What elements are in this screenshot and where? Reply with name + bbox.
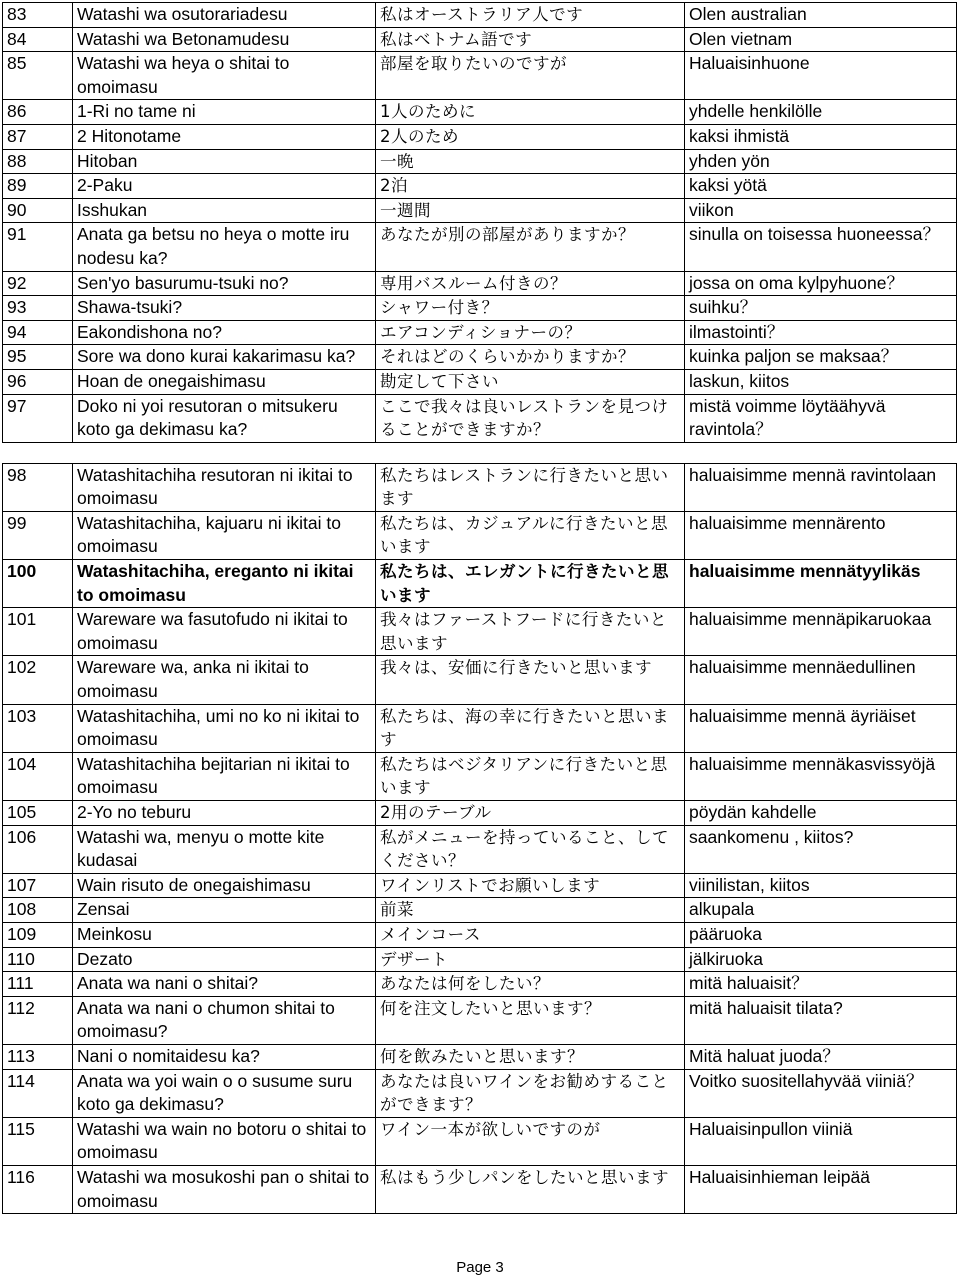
row-number: 92 bbox=[3, 271, 73, 296]
japanese-cell: 2用のテーブル bbox=[376, 801, 685, 826]
finnish-cell: saankomenu , kiitos? bbox=[685, 825, 957, 873]
row-number: 107 bbox=[3, 873, 73, 898]
table-row bbox=[3, 320, 957, 345]
finnish-cell: Mitä haluat juoda？ bbox=[685, 1044, 957, 1069]
row-number: 106 bbox=[3, 825, 73, 873]
finnish-cell: Olen australian bbox=[685, 3, 957, 28]
row-number: 94 bbox=[3, 320, 73, 345]
row-number: 116 bbox=[3, 1165, 73, 1213]
finnish-cell: haluaisimme mennä ravintolaan bbox=[685, 463, 957, 511]
finnish-cell: kaksi yötä bbox=[685, 174, 957, 199]
romaji-cell: Sore wa dono kurai kakarimasu ka? bbox=[73, 345, 376, 370]
table-row bbox=[3, 996, 957, 1044]
romaji-cell: Zensai bbox=[73, 898, 376, 923]
row-number: 111 bbox=[3, 972, 73, 997]
japanese-cell: シャワー付き？ bbox=[376, 296, 685, 321]
table-row bbox=[3, 704, 957, 752]
row-number: 97 bbox=[3, 394, 73, 442]
row-number: 90 bbox=[3, 198, 73, 223]
romaji-cell: Watashitachiha bejitarian ni ikitai to omoimasu bbox=[73, 752, 376, 800]
table-row bbox=[3, 223, 957, 271]
romaji-cell: Shawa-tsuki? bbox=[73, 296, 376, 321]
table-row bbox=[3, 752, 957, 800]
table-row bbox=[3, 271, 957, 296]
finnish-cell: yhdelle henkilölle bbox=[685, 100, 957, 125]
row-number: 98 bbox=[3, 463, 73, 511]
row-number: 89 bbox=[3, 174, 73, 199]
romaji-cell: Hitoban bbox=[73, 149, 376, 174]
finnish-cell: haluaisimme mennäpikaruokaa bbox=[685, 608, 957, 656]
table-row bbox=[3, 1165, 957, 1213]
japanese-cell: 前菜 bbox=[376, 898, 685, 923]
row-number: 100 bbox=[3, 560, 73, 608]
finnish-cell: jossa on oma kylpyhuone？ bbox=[685, 271, 957, 296]
finnish-cell: sinulla on toisessa huoneessa？ bbox=[685, 223, 957, 271]
row-number: 87 bbox=[3, 124, 73, 149]
japanese-cell: 1人のために bbox=[376, 100, 685, 125]
row-number: 91 bbox=[3, 223, 73, 271]
row-number: 105 bbox=[3, 801, 73, 826]
finnish-cell: kaksi ihmistä bbox=[685, 124, 957, 149]
table-row bbox=[3, 873, 957, 898]
table-row bbox=[3, 1069, 957, 1117]
romaji-cell: Anata ga betsu no heya o motte iru nodesu ka? bbox=[73, 223, 376, 271]
finnish-cell: haluaisimme mennätyylikäs bbox=[685, 560, 957, 608]
japanese-cell: あなたが別の部屋がありますか？ bbox=[376, 223, 685, 271]
row-number: 93 bbox=[3, 296, 73, 321]
finnish-cell: haluaisimme mennä äyriäiset bbox=[685, 704, 957, 752]
table-row bbox=[3, 174, 957, 199]
page-number: Page 3 bbox=[456, 1259, 504, 1276]
romaji-cell: Eakondishona no? bbox=[73, 320, 376, 345]
table-row bbox=[3, 3, 957, 28]
row-number: 104 bbox=[3, 752, 73, 800]
japanese-cell: 一週間 bbox=[376, 198, 685, 223]
romaji-cell: Meinkosu bbox=[73, 922, 376, 947]
romaji-cell: 2-Paku bbox=[73, 174, 376, 199]
row-number: 83 bbox=[3, 3, 73, 28]
japanese-cell: メインコース bbox=[376, 922, 685, 947]
japanese-cell: 我々は、安価に行きたいと思います bbox=[376, 656, 685, 704]
romaji-cell: Anata wa yoi wain o o susume suru koto ga dekimasu? bbox=[73, 1069, 376, 1117]
row-number: 112 bbox=[3, 996, 73, 1044]
phrase-table-body bbox=[3, 3, 957, 1214]
row-number: 115 bbox=[3, 1117, 73, 1165]
japanese-cell: それはどのくらいかかりますか？ bbox=[376, 345, 685, 370]
table-row bbox=[3, 922, 957, 947]
table-row bbox=[3, 100, 957, 125]
japanese-cell: 何を注文したいと思います？ bbox=[376, 996, 685, 1044]
table-row bbox=[3, 1117, 957, 1165]
finnish-cell: mitä haluaisit？ bbox=[685, 972, 957, 997]
table-row bbox=[3, 1044, 957, 1069]
japanese-cell: あなたは良いワインをお勧めすることができます？ bbox=[376, 1069, 685, 1117]
table-row bbox=[3, 345, 957, 370]
finnish-cell: kuinka paljon se maksaa？ bbox=[685, 345, 957, 370]
row-number: 109 bbox=[3, 922, 73, 947]
table-row bbox=[3, 511, 957, 559]
row-number: 108 bbox=[3, 898, 73, 923]
romaji-cell: Watashitachiha, umi no ko ni ikitai to omoimasu bbox=[73, 704, 376, 752]
japanese-cell: デザート bbox=[376, 947, 685, 972]
romaji-cell: Watashi wa mosukoshi pan o shitai to omoimasu bbox=[73, 1165, 376, 1213]
gap-cell bbox=[3, 442, 957, 463]
japanese-cell: 私たちはレストランに行きたいと思います bbox=[376, 463, 685, 511]
romaji-cell: Doko ni yoi resutoran o mitsukeru koto ga dekimasu ka? bbox=[73, 394, 376, 442]
table-row bbox=[3, 27, 957, 52]
finnish-cell: suihku？ bbox=[685, 296, 957, 321]
japanese-cell: 一晩 bbox=[376, 149, 685, 174]
finnish-cell: alkupala bbox=[685, 898, 957, 923]
row-number: 110 bbox=[3, 947, 73, 972]
japanese-cell: 勘定して下さい bbox=[376, 369, 685, 394]
japanese-cell: 2泊 bbox=[376, 174, 685, 199]
finnish-cell: viinilistan, kiitos bbox=[685, 873, 957, 898]
row-number: 113 bbox=[3, 1044, 73, 1069]
romaji-cell: 1-Ri no tame ni bbox=[73, 100, 376, 125]
romaji-cell: Anata wa nani o chumon shitai to omoimasu? bbox=[73, 996, 376, 1044]
table-row bbox=[3, 149, 957, 174]
romaji-cell: Wain risuto de onegaishimasu bbox=[73, 873, 376, 898]
row-number: 103 bbox=[3, 704, 73, 752]
romaji-cell: Watashi wa wain no botoru o shitai to omoimasu bbox=[73, 1117, 376, 1165]
japanese-cell: 私はもう少しパンをしたいと思います bbox=[376, 1165, 685, 1213]
romaji-cell: 2-Yo no teburu bbox=[73, 801, 376, 826]
romaji-cell: 2 Hitonotame bbox=[73, 124, 376, 149]
finnish-cell: ilmastointi？ bbox=[685, 320, 957, 345]
romaji-cell: Sen'yo basurumu-tsuki no? bbox=[73, 271, 376, 296]
row-number: 84 bbox=[3, 27, 73, 52]
romaji-cell: Watashitachiha, ereganto ni ikitai to omoimasu bbox=[73, 560, 376, 608]
romaji-cell: Wareware wa fasutofudo ni ikitai to omoimasu bbox=[73, 608, 376, 656]
table-row bbox=[3, 198, 957, 223]
finnish-cell: pöydän kahdelle bbox=[685, 801, 957, 826]
table-row bbox=[3, 801, 957, 826]
romaji-cell: Watashi wa, menyu o motte kite kudasai bbox=[73, 825, 376, 873]
japanese-cell: 私たちは、エレガントに行きたいと思います bbox=[376, 560, 685, 608]
japanese-cell: エアコンディショナーの？ bbox=[376, 320, 685, 345]
phrase-table bbox=[2, 2, 957, 1214]
page-footer bbox=[0, 1259, 960, 1276]
finnish-cell: jälkiruoka bbox=[685, 947, 957, 972]
romaji-cell: Watashitachiha, kajuaru ni ikitai to omoimasu bbox=[73, 511, 376, 559]
finnish-cell: Voitko suositellahyvää viiniä？ bbox=[685, 1069, 957, 1117]
japanese-cell: ワイン一本が欲しいですのが bbox=[376, 1117, 685, 1165]
finnish-cell: mistä voimme löytäähyvä ravintola？ bbox=[685, 394, 957, 442]
finnish-cell: mitä haluaisit tilata? bbox=[685, 996, 957, 1044]
table-row bbox=[3, 825, 957, 873]
row-number: 96 bbox=[3, 369, 73, 394]
finnish-cell: haluaisimme mennärento bbox=[685, 511, 957, 559]
finnish-cell: yhden yön bbox=[685, 149, 957, 174]
japanese-cell: 私がメニューを持っていること、してください？ bbox=[376, 825, 685, 873]
row-number: 102 bbox=[3, 656, 73, 704]
table-gap-row bbox=[3, 442, 957, 463]
row-number: 88 bbox=[3, 149, 73, 174]
romaji-cell: Dezato bbox=[73, 947, 376, 972]
table-row bbox=[3, 656, 957, 704]
finnish-cell: haluaisimme mennäedullinen bbox=[685, 656, 957, 704]
japanese-cell: 私たちはベジタリアンに行きたいと思います bbox=[376, 752, 685, 800]
romaji-cell: Wareware wa, anka ni ikitai to omoimasu bbox=[73, 656, 376, 704]
finnish-cell: laskun, kiitos bbox=[685, 369, 957, 394]
romaji-cell: Anata wa nani o shitai? bbox=[73, 972, 376, 997]
japanese-cell: 専用バスルーム付きの？ bbox=[376, 271, 685, 296]
japanese-cell: 私はオーストラリア人です bbox=[376, 3, 685, 28]
table-row bbox=[3, 394, 957, 442]
table-row bbox=[3, 972, 957, 997]
table-row bbox=[3, 296, 957, 321]
row-number: 99 bbox=[3, 511, 73, 559]
romaji-cell: Watashitachiha resutoran ni ikitai to omoimasu bbox=[73, 463, 376, 511]
finnish-cell: Haluaisinhieman leipää bbox=[685, 1165, 957, 1213]
row-number: 95 bbox=[3, 345, 73, 370]
romaji-cell: Watashi wa osutorariadesu bbox=[73, 3, 376, 28]
japanese-cell: 私たちは、海の幸に行きたいと思います bbox=[376, 704, 685, 752]
table-row bbox=[3, 608, 957, 656]
japanese-cell: 私はベトナム語です bbox=[376, 27, 685, 52]
table-row bbox=[3, 463, 957, 511]
table-row bbox=[3, 898, 957, 923]
japanese-cell: 何を飲みたいと思います？ bbox=[376, 1044, 685, 1069]
finnish-cell: viikon bbox=[685, 198, 957, 223]
japanese-cell: 部屋を取りたいのですが bbox=[376, 52, 685, 100]
finnish-cell: Haluaisinpullon viiniä bbox=[685, 1117, 957, 1165]
finnish-cell: haluaisimme mennäkasvissyöjä bbox=[685, 752, 957, 800]
romaji-cell: Hoan de onegaishimasu bbox=[73, 369, 376, 394]
finnish-cell: pääruoka bbox=[685, 922, 957, 947]
table-row bbox=[3, 369, 957, 394]
romaji-cell: Nani o nomitaidesu ka? bbox=[73, 1044, 376, 1069]
row-number: 86 bbox=[3, 100, 73, 125]
japanese-cell: 私たちは、カジュアルに行きたいと思います bbox=[376, 511, 685, 559]
romaji-cell: Watashi wa heya o shitai to omoimasu bbox=[73, 52, 376, 100]
romaji-cell: Watashi wa Betonamudesu bbox=[73, 27, 376, 52]
romaji-cell: Isshukan bbox=[73, 198, 376, 223]
table-row bbox=[3, 52, 957, 100]
row-number: 85 bbox=[3, 52, 73, 100]
finnish-cell: Olen vietnam bbox=[685, 27, 957, 52]
japanese-cell: 我々はファーストフードに行きたいと思います bbox=[376, 608, 685, 656]
japanese-cell: ワインリストでお願いします bbox=[376, 873, 685, 898]
finnish-cell: Haluaisinhuone bbox=[685, 52, 957, 100]
table-row bbox=[3, 947, 957, 972]
row-number: 114 bbox=[3, 1069, 73, 1117]
japanese-cell: 2人のため bbox=[376, 124, 685, 149]
table-row bbox=[3, 560, 957, 608]
table-row bbox=[3, 124, 957, 149]
japanese-cell: ここで我々は良いレストランを見つけることができますか？ bbox=[376, 394, 685, 442]
japanese-cell: あなたは何をしたい？ bbox=[376, 972, 685, 997]
row-number: 101 bbox=[3, 608, 73, 656]
